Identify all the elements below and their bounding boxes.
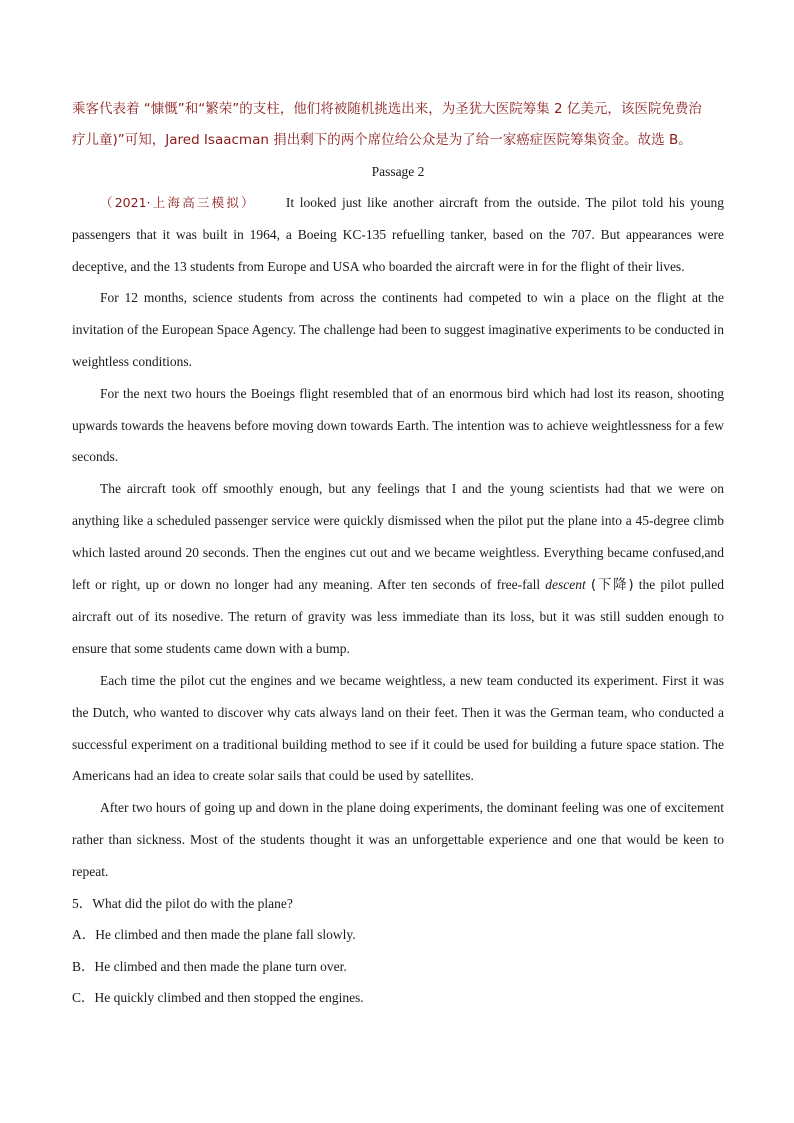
paragraph-5: Each time the pilot cut the engines and we became weightless, a new team conducted its experiment. First it was the Dutch, who wanted to discover why cats always land on their feet. Then it was the German team, who conducted a successful experiment on a traditional building method to see if it could be used for building a future space station. The Americans had an idea to create solar sails that could be used by satellites. <box>72 672 724 784</box>
source-tag: （2021·上海高三模拟） <box>100 195 256 210</box>
paragraph-4 <box>72 473 724 665</box>
paragraph-3: For the next two hours the Boeings flight resembled that of an enormous bird which had lost its reason, shooting upwards towards the heavens before moving down towards Earth. The intention was to achieve weightlessness for a few seconds. <box>72 385 724 465</box>
option-a[interactable]: A．He climbed and then made the plane fall slowly. <box>72 927 356 943</box>
paragraph-4-text-before: The aircraft took off smoothly enough, but any feelings that I and the young scientists had that we were on anything like a scheduled passenger service were quickly dismissed when the pilot put the plane into a 45-degree climb which lasted around 20 seconds. Then the engines cut out and we became weightless. Everything became confused,and left or right, up or down no longer had any meaning. After ten seconds of free-fall <box>72 481 724 592</box>
paragraph-6: After two hours of going up and down in the plane doing experiments, the dominant feeling was one of excitement rather than sickness. Most of the students thought it was an unforgettable experience and one that would be keen to repeat. <box>72 800 724 879</box>
analysis-line-1: 乘客代表着 “慷慨”和“繁荣”的支柱，他们将被随机挑选出来，为圣犹大医院筹集 2 亿美元，该医院免费治 <box>72 101 702 117</box>
option-b[interactable]: B．He climbed and then made the plane turn over. <box>72 958 347 974</box>
passage-title: Passage 2 <box>371 164 425 179</box>
option-c[interactable]: C．He quickly climbed and then stopped the engines. <box>72 990 364 1006</box>
paragraph-2: For 12 months, science students from across the continents had competed to win a place on the flight at the invitation of the European Space Agency. The challenge had been to suggest imaginative experiments to be conducted in weightless conditions. <box>72 290 724 369</box>
analysis-line-2: 疗儿童)”可知，Jared Isaacman 捐出剩下的两个席位给公众是为了给一家癌症医院筹集资金。故选 B。 <box>72 132 692 148</box>
document-page <box>72 94 724 1014</box>
paragraph-1 <box>72 187 724 282</box>
descent-word: descent <box>545 576 586 592</box>
question-stem: 5．What did the pilot do with the plane? <box>72 895 293 911</box>
descent-gloss: (下降) <box>590 576 634 593</box>
paragraph-1-text: It looked just like another aircraft from the outside. The pilot told his young passengers that it was built in 1964, a Boeing KC-135 refuelling tanker, based on the 707. But appearances were deceptive, and the 13 students from Europe and USA who boarded the aircraft were in for the flight of their lives. <box>72 195 724 274</box>
paragraph-4-text-after: the pilot pulled aircraft out of its nosedive. The return of gravity was less immediate than its loss, but it was still sudden enough to ensure that some students came down with a bump. <box>72 576 724 657</box>
